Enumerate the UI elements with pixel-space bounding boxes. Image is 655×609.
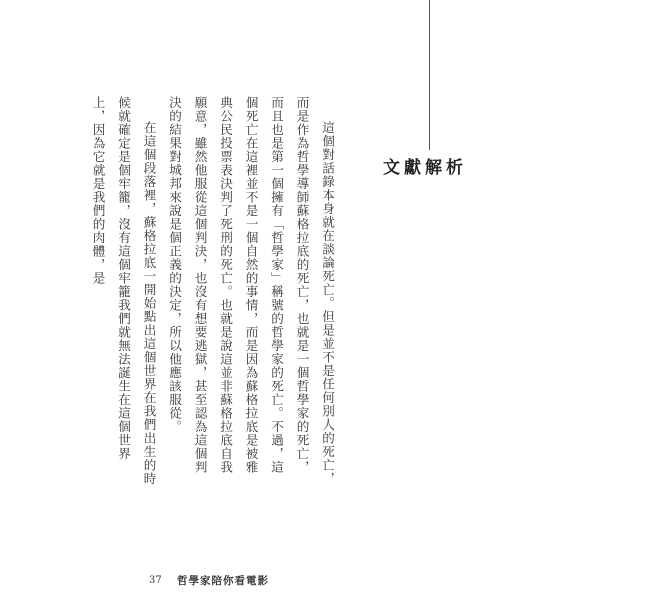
- section-heading: 文獻解析: [383, 158, 467, 178]
- body-paragraph-2: 在這個段落裡，蘇格拉底一開始點出這個世界在我們出生的時候就確定是個牢籠，沒有這個牢籠我們就無法誕生在這個世界上，因為它就是我們的肉體，是: [90, 96, 157, 486]
- running-footer-title: 哲學家陪你看電影: [177, 575, 269, 587]
- body-text: [85, 96, 340, 486]
- body-paragraph-1: 這個對話錄本身就在談論死亡。但是並不是任何別人的死亡，而是作為哲學導師蘇格拉底的死亡，也就是一個哲學家的死亡，而且也是第一個擁有「哲學家」稱號的哲學家的死亡。不過，這個死亡在這裡並不是一個自然的事情，而是因為蘇格拉底是被雅典公民投票表決判了死刑的死亡。也就是說這並非蘇格拉底自我願意，雖然他服從這個判決，也沒有想要逃獄，甚至認為這個判決的結果對城邦來說是個正義的決定，所以他應該服從。: [167, 96, 335, 486]
- vertical-divider: [429, 0, 430, 150]
- page-number: 37: [149, 575, 162, 586]
